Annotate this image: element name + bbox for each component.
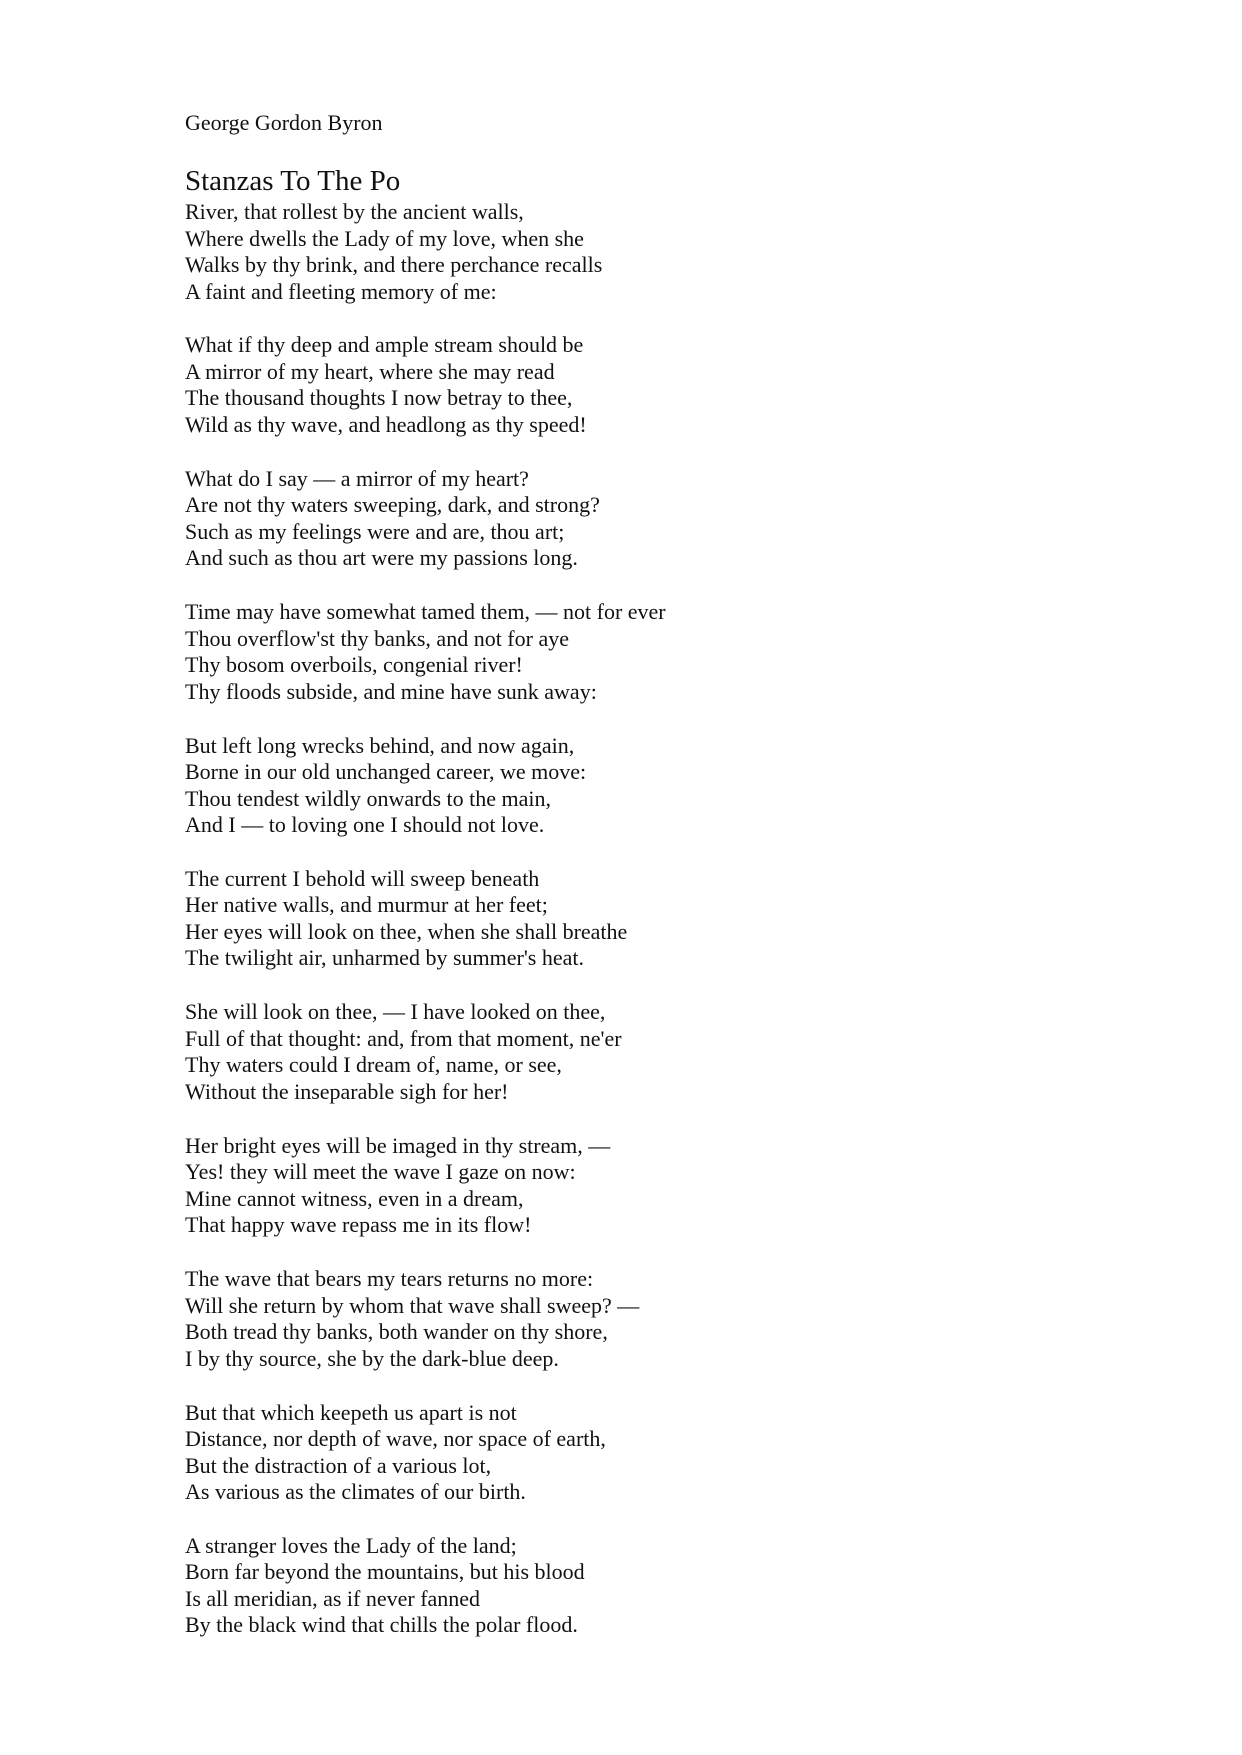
poem-line: Her native walls, and murmur at her feet; xyxy=(185,892,548,918)
poem-line: But that which keepeth us apart is not xyxy=(185,1399,517,1425)
poem-line: The wave that bears my tears returns no more: xyxy=(185,1266,594,1292)
poem-line: By the black wind that chills the polar flood. xyxy=(185,1612,578,1638)
stanza xyxy=(185,866,1085,972)
poem-line: What do I say — a mirror of my heart? xyxy=(185,465,529,491)
stanza xyxy=(185,332,1085,438)
poem-line: Thou overflow'st thy banks, and not for aye xyxy=(185,625,569,651)
poem-line: A mirror of my heart, where she may read xyxy=(185,358,555,384)
poem-line: And I — to loving one I should not love. xyxy=(185,812,545,838)
poem-line: The thousand thoughts I now betray to thee, xyxy=(185,385,573,411)
poem-line: But left long wrecks behind, and now again, xyxy=(185,732,575,758)
poem-line: Are not thy waters sweeping, dark, and strong? xyxy=(185,492,600,518)
poem-line: Is all meridian, as if never fanned xyxy=(185,1585,481,1611)
poem-line: The current I behold will sweep beneath xyxy=(185,865,540,891)
poem-line: Walks by thy brink, and there perchance recalls xyxy=(185,252,603,277)
poem-line: What if thy deep and ample stream should be xyxy=(185,332,584,358)
poem-line: Time may have somewhat tamed them, — not for ever xyxy=(185,599,666,625)
poem-line: Without the inseparable sigh for her! xyxy=(185,1078,509,1104)
author-name: George Gordon Byron xyxy=(185,110,383,135)
poem-line: Will she return by whom that wave shall sweep? — xyxy=(185,1292,640,1318)
poem-line: She will look on thee, — I have looked on thee, xyxy=(185,999,606,1025)
poem-line: The twilight air, unharmed by summer's heat. xyxy=(185,945,584,971)
stanza xyxy=(185,733,1085,839)
poem-line: Thy bosom overboils, congenial river! xyxy=(185,652,523,678)
poem-line: As various as the climates of our birth. xyxy=(185,1479,526,1505)
poem-line: Thy floods subside, and mine have sunk away: xyxy=(185,678,597,704)
poem-line: Mine cannot witness, even in a dream, xyxy=(185,1185,524,1211)
poem-line: But the distraction of a various lot, xyxy=(185,1452,492,1478)
poem-body xyxy=(185,199,1085,1666)
poem-line: Born far beyond the mountains, but his blood xyxy=(185,1559,585,1585)
poem-line: Thou tendest wildly onwards to the main, xyxy=(185,785,551,811)
poem-line: And such as thou art were my passions long. xyxy=(185,545,578,571)
poem-line: Her bright eyes will be imaged in thy stream, — xyxy=(185,1132,611,1158)
stanza xyxy=(185,199,1085,305)
poem-line: That happy wave repass me in its flow! xyxy=(185,1212,532,1238)
poem-line: Distance, nor depth of wave, nor space of earth, xyxy=(185,1426,606,1452)
poem-line: I by thy source, she by the dark-blue deep. xyxy=(185,1345,559,1371)
stanza xyxy=(185,999,1085,1105)
poem-line: Borne in our old unchanged career, we move: xyxy=(185,759,587,785)
stanza xyxy=(185,599,1085,705)
stanza xyxy=(185,1400,1085,1506)
poem-title: Stanzas To The Po xyxy=(185,165,401,197)
poem-line: Her eyes will look on thee, when she shall breathe xyxy=(185,918,628,944)
poem-line: River, that rollest by the ancient walls, xyxy=(185,199,524,224)
poem-line: Both tread thy banks, both wander on thy shore, xyxy=(185,1319,608,1345)
poem-line: Wild as thy wave, and headlong as thy speed! xyxy=(185,411,587,437)
poem-line: A faint and fleeting memory of me: xyxy=(185,278,497,304)
poem-line: A stranger loves the Lady of the land; xyxy=(185,1532,517,1558)
poem-line: Such as my feelings were and are, thou art; xyxy=(185,518,565,544)
stanza xyxy=(185,1533,1085,1639)
poem-line: Full of that thought: and, from that moment, ne'er xyxy=(185,1025,622,1051)
poem-line: Yes! they will meet the wave I gaze on now: xyxy=(185,1159,576,1185)
stanza xyxy=(185,466,1085,572)
poem-line: Where dwells the Lady of my love, when she xyxy=(185,225,584,251)
poem-line: Thy waters could I dream of, name, or see, xyxy=(185,1052,562,1078)
stanza xyxy=(185,1133,1085,1239)
stanza xyxy=(185,1266,1085,1372)
